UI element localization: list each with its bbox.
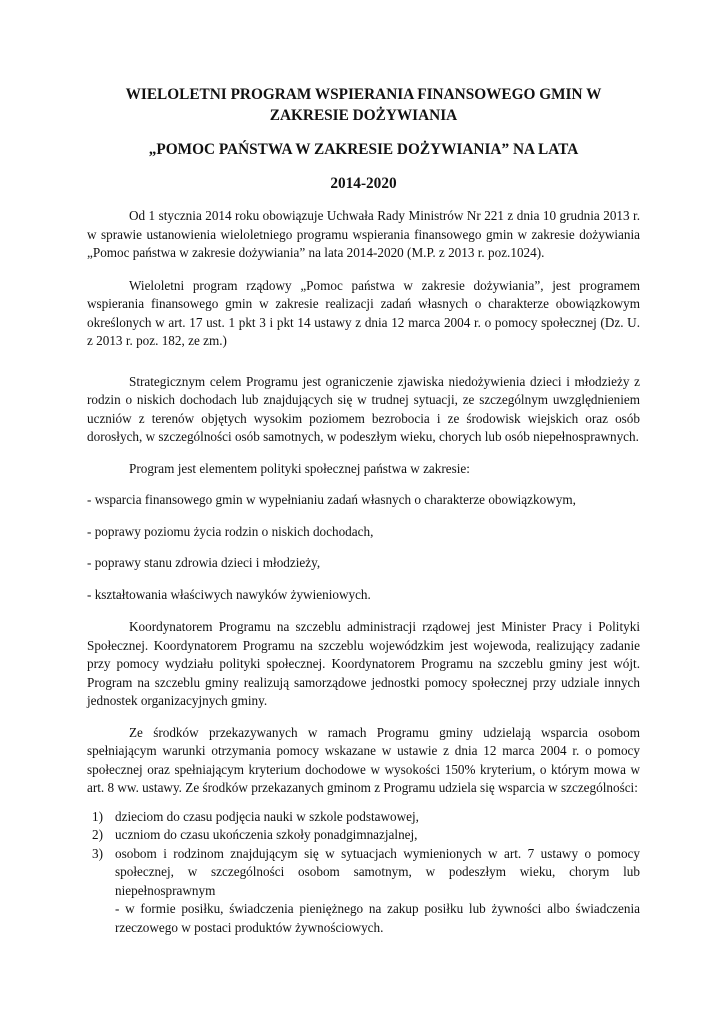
document-years: 2014-2020: [330, 175, 397, 192]
closing-note: - w formie posiłku, świadczenia pieniężnego na zakup posiłku lub żywności albo świadczenia rzeczowego w postaci produktów żywnościowych.: [115, 901, 640, 935]
list-item-text: uczniom do czasu ukończenia szkoły ponadgimnazjalnej,: [115, 827, 418, 842]
paragraph-coordinators: Koordynatorem Programu na szczeblu administracji rządowej jest Minister Pracy i Polityki Społecznej. Koordynatorem Programu na szczeblu wojewódzkim jest wojewoda, realizujący zadanie przy pomocy wydziału polityki społecznej. Koordynatorem Programu na szczeblu gminy jest wójt. Program na szczeblu gminy realizują samorządowe jednostki pomocy społecznej przy udziale innych jednostek organizacyjnych gminy.: [87, 619, 640, 708]
paragraph-funds: Ze środków przekazywanych w ramach Programu gminy udzielają wsparcia osobom spełniającym warunki otrzymania pomocy wskazane w ustawie z dnia 12 marca 2004 r. o pomocy społecznej oraz spełniającym kryterium dochodowe w wysokości 150% kryterium, o którym mowa w art. 8 ww. ustawy. Ze środków przekazanych gminom z Programu udziela się wsparcia w szczególności:: [87, 724, 640, 795]
paragraph-strategic-goal: Strategicznym celem Programu jest ograniczenie zjawiska niedożywienia dzieci i młodzieży z rodzin o niskich dochodach lub znajdujących się w trudnej sytuacji, ze szczególnym uwzględnieniem uczniów z terenów objętych wysokim poziomem bezrobocia i ze środowisk wiejskich oraz osób dorosłych, w szczególności osób samotnych, w podeszłym wieku, chorych lub osób niepełnosprawnych.: [87, 373, 640, 444]
list-item-text: dzieciom do czasu podjęcia nauki w szkole podstawowej,: [115, 808, 419, 824]
list-item-text: osobom i rodzinom znajdującym się w sytuacjach wymienionych w art. 7 ustawy o pomocy społecznej, w szczególności osobom samotnym, w podeszłym wieku, chorym lub niepełnosprawnym: [115, 845, 640, 898]
list-item: - poprawy stanu zdrowia dzieci i młodzieży,: [87, 555, 321, 570]
list-item: - poprawy poziomu życia rodzin o niskich dochodach,: [87, 523, 374, 539]
paragraph-policy-scope: Program jest elementem polityki społecznej państwa w zakresie:: [129, 460, 470, 476]
list-item: [87, 826, 640, 845]
list-item-number: 1): [92, 808, 103, 824]
numbered-list: [87, 808, 640, 938]
list-item-number: 2): [92, 827, 103, 842]
list-item: [87, 845, 640, 938]
document-subtitle: „POMOC PAŃSTWA W ZAKRESIE DOŻYWIANIA” NA LATA: [148, 141, 579, 158]
paragraph-intro: Od 1 stycznia 2014 roku obowiązuje Uchwała Rady Ministrów Nr 221 z dnia 10 grudnia 2013 r. w sprawie ustanowienia wieloletniego programu wspierania finansowego gmin w zakresie dożywiania „Pomoc państwa w zakresie dożywiania” na lata 2014-2020 (M.P. z 2013 r. poz.1024).: [87, 208, 640, 260]
paragraph-program-description: Wieloletni program rządowy „Pomoc państwa w zakresie dożywiania”, jest programem wspierania finansowego gmin w zakresie realizacji zadań własnych o charakterze obowiązkowym określonych w art. 17 ust. 1 pkt 3 i pkt 14 ustawy z dnia 12 marca 2004 r. o pomocy społecznej (Dz. U. z 2013 r. poz. 182, ze zm.): [87, 277, 640, 348]
list-item-number: 3): [92, 845, 103, 861]
document-page: [87, 84, 640, 937]
list-item: [87, 808, 640, 827]
list-item: - kształtowania właściwych nawyków żywieniowych.: [87, 586, 371, 602]
list-item: - wsparcia finansowego gmin w wypełnianiu zadań własnych o charakterze obowiązkowym,: [87, 492, 576, 507]
document-title: WIELOLETNI PROGRAM WSPIERANIA FINANSOWEGO GMIN W ZAKRESIE DOŻYWIANIA: [125, 86, 602, 124]
